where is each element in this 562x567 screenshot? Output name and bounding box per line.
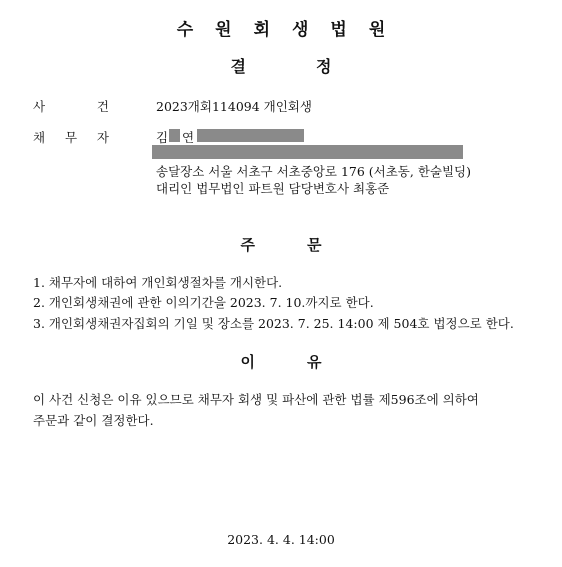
reason-heading: 이유 [240,353,374,371]
debtor-label-char: 자 [96,130,109,145]
representative: 대리인 법무법인 파트원 담당변호사 최홍준 [156,181,390,196]
document-type-title: 결정 [230,57,402,76]
redaction-block [169,129,180,142]
case-label-char: 사 [33,99,46,114]
court-name: 수원회생법원 [176,20,408,40]
debtor-label-char: 채 [33,130,46,145]
redaction-block [152,145,463,159]
reason-text-line: 주문과 같이 결정한다. [33,413,154,428]
case-number: 2023개회114094 개인회생 [156,99,312,114]
case-label-char: 건 [96,99,109,114]
decision-date: 2023. 4. 4. 14:00 [227,532,335,547]
order-item: 3. 개인회생채권자집회의 기일 및 장소를 2023. 7. 25. 14:00 제 504호 법정으로 한다. [33,316,514,331]
redaction-block [197,129,304,142]
case-label [33,97,109,115]
debtor-label-char: 무 [64,130,78,145]
order-item: 2. 개인회생채권에 관한 이의기간을 2023. 7. 10.까지로 한다. [33,295,374,310]
reason-text-line: 이 사건 신청은 이유 있으므로 채무자 회생 및 파산에 관한 법률 제596조에 의하여 [33,392,479,407]
delivery-address: 송달장소 서울 서초구 서초중앙로 176 (서초동, 한술빌딩) [156,164,472,179]
order-item: 1. 채무자에 대하여 개인회생절차를 개시한다. [33,275,283,290]
debtor-name-first: 김 [156,130,169,145]
debtor-name-last: 연 [182,130,195,145]
order-heading: 주문 [240,236,374,254]
debtor-label [33,128,109,146]
